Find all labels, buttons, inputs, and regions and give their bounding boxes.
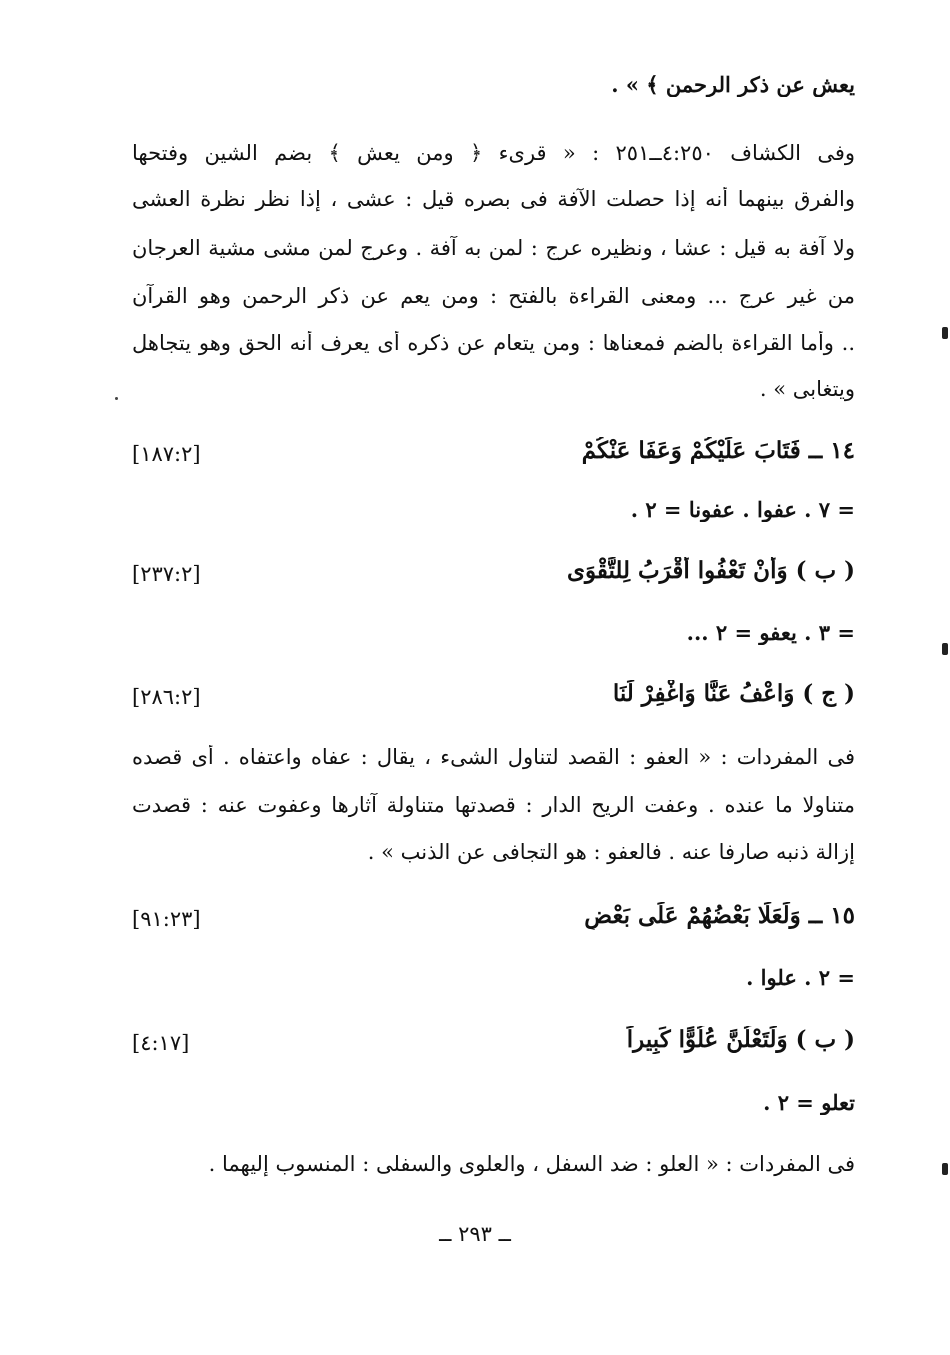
text-line-10: إزالة ذنبه صارفا عنه . فالعفو : هو التجافى عن الذنب » . bbox=[367, 840, 855, 864]
text-line-11: فى المفردات : « العلو : ضد السفل ، والعلوى والسفلى : المنسوب إليهما . bbox=[208, 1152, 855, 1176]
count-line-1: = ٧ . عفوا . عفونا = ٢ . bbox=[630, 497, 855, 522]
text-line-6: .. وأما القراءة بالضم فمعناها : ومن يتعام عن ذكره أى يعرف أنه الحق وهو يتجاهل bbox=[132, 331, 855, 355]
page-number: ــ ٢٩٣ ــ bbox=[439, 1222, 511, 1246]
verse-15-b: ( ب ) وَلَتَعْلُنَّ عُلُوًّا كَبِيراً bbox=[626, 1026, 855, 1053]
count-line-2: = ٣ . يعفو = ٢ ... bbox=[686, 620, 855, 645]
text-line-3: والفرق بينهما أنه إذا حصلت الآفة فى بصره قيل : عشى ، إذا نظر نظرة العشى bbox=[132, 187, 855, 211]
verse-15: ١٥ ــ وَلَعَلَا بَعْضُهُمْ عَلَى بَعْضٍ bbox=[584, 902, 855, 929]
scan-edge-mark bbox=[942, 643, 948, 655]
scan-edge-mark bbox=[942, 1163, 948, 1175]
text-line-8: فى المفردات : « العفو : القصد لتناول الشىء ، يقال : عفاه واعتفاه . أى قصده bbox=[132, 745, 855, 769]
text-line-9: متناولا ما عنده . وعفت الريح الدار : قصدتها متناولة آثارها وعفوت عنه : قصدت bbox=[132, 793, 855, 817]
verse-14-b: ( ب ) وَأَنْ تَعْفُوا أَقْرَبُ لِلتَّقْوَى bbox=[566, 557, 855, 584]
verse-14-b-reference: [٢٣٧:٢] bbox=[132, 562, 201, 586]
count-line-3: = ٢ . علوا . bbox=[746, 965, 855, 990]
text-line-5: من غير عرج ... ومعنى القراءة بالفتح : ومن يعم عن ذكر الرحمن وهو القرآن bbox=[132, 284, 855, 308]
verse-14-reference: [١٨٧:٢] bbox=[132, 442, 201, 466]
text-line-4: ولا آفة به قيل : عشا ، ونظيره عرج : لمن به آفة . وعرج لمن مشى مشية العرجان bbox=[132, 236, 855, 260]
verse-14-c-reference: [٢٨٦:٢] bbox=[132, 685, 201, 709]
text-line-1: يعش عن ذكر الرحمن ﴾ » . bbox=[611, 72, 855, 97]
verse-15-reference: [٩١:٢٣] bbox=[132, 907, 201, 931]
verse-15-b-reference: [٤:١٧] bbox=[132, 1031, 190, 1055]
verse-14-c: ( ج ) وَاعْفُ عَنَّا وَاغْفِرْ لَنَا bbox=[612, 680, 855, 707]
text-line-7: ويتغابى » . bbox=[759, 377, 855, 401]
scan-speck bbox=[115, 397, 118, 400]
text-line-2: وفى الكشاف ٤:٢٥٠ــ٢٥١ : « قرىء ﴿ ومن يعش ﴾ بضم الشين وفتحها bbox=[132, 141, 855, 165]
verse-14: ١٤ ــ فَتَابَ عَلَيْكُمْ وَعَفَا عَنْكُمْ bbox=[581, 437, 855, 464]
count-line-4: تعلو = ٢ . bbox=[763, 1090, 855, 1115]
scan-edge-mark bbox=[942, 327, 948, 339]
